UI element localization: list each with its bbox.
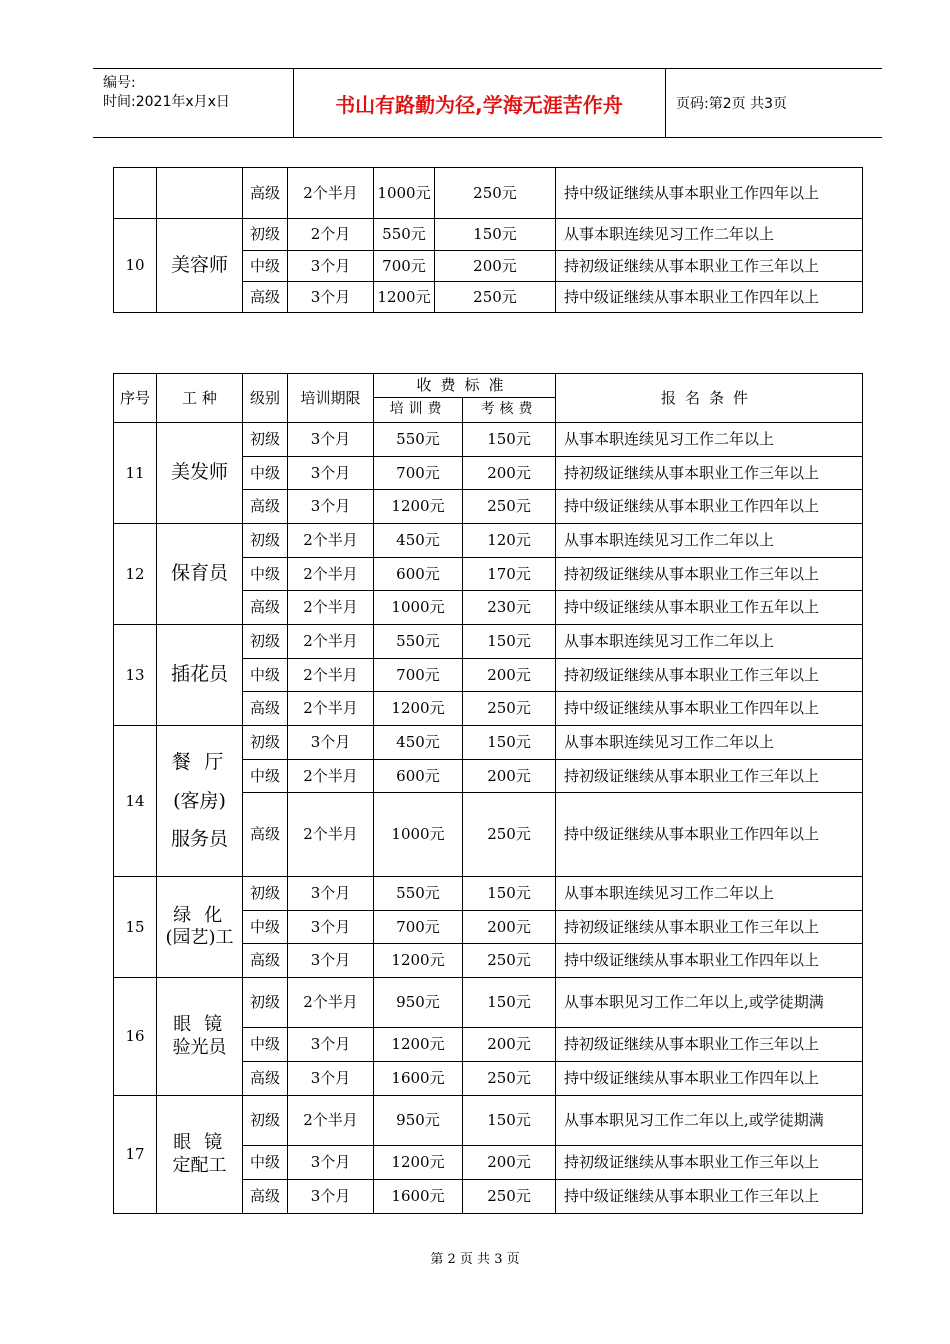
job-name: 美容师 (157, 219, 243, 313)
level-cell: 高级 (243, 591, 288, 625)
train-fee-cell: 550元 (374, 423, 463, 457)
period-cell: 2个半月 (288, 659, 374, 692)
condition-cell: 持初级证继续从事本职业工作三年以上 (556, 457, 863, 490)
train-fee-cell: 1200元 (374, 692, 463, 726)
level-cell: 高级 (243, 692, 288, 726)
period-cell: 3个月 (288, 1028, 374, 1062)
table-row (114, 877, 863, 911)
period-cell: 3个月 (288, 877, 374, 911)
level-cell: 中级 (243, 251, 288, 282)
train-fee-cell: 1200元 (374, 282, 435, 313)
train-fee-cell: 1000元 (374, 793, 463, 877)
table-row (114, 219, 863, 251)
job-name (157, 1096, 243, 1214)
job-name-line: 定配工 (172, 1154, 227, 1176)
train-fee-cell: 950元 (374, 978, 463, 1028)
header-exam-fee: 考核费 (463, 398, 556, 423)
condition-cell: 持初级证继续从事本职业工作三年以上 (556, 1146, 863, 1180)
train-fee-cell: 1000元 (374, 168, 435, 219)
period-cell: 2个半月 (288, 168, 374, 219)
period-cell: 2个半月 (288, 625, 374, 659)
table-row (114, 1096, 863, 1146)
table-header-row (114, 374, 863, 398)
exam-fee-cell: 200元 (463, 659, 556, 692)
condition-cell: 从事本职连续见习工作二年以上 (556, 877, 863, 911)
period-cell: 2个月 (288, 219, 374, 251)
condition-cell: 持中级证继续从事本职业工作四年以上 (556, 793, 863, 877)
train-fee-cell: 950元 (374, 1096, 463, 1146)
row-number: 17 (114, 1096, 157, 1214)
condition-cell: 持中级证继续从事本职业工作三年以上 (556, 1180, 863, 1214)
period-cell: 3个月 (288, 423, 374, 457)
period-cell: 2个半月 (288, 591, 374, 625)
exam-fee-cell: 170元 (463, 558, 556, 591)
train-fee-cell: 1200元 (374, 944, 463, 978)
exam-fee-cell: 200元 (463, 911, 556, 944)
train-fee-cell: 600元 (374, 760, 463, 793)
job-name-line: 验光员 (172, 1036, 227, 1058)
row-number: 16 (114, 978, 157, 1096)
level-cell: 中级 (243, 760, 288, 793)
header-period: 培训期限 (288, 374, 374, 423)
job-name-line: 绿 化 (173, 904, 226, 926)
exam-fee-cell: 250元 (463, 793, 556, 877)
header-train-fee: 培训费 (374, 398, 463, 423)
period-cell: 3个月 (288, 911, 374, 944)
exam-fee-cell: 200元 (463, 1028, 556, 1062)
train-fee-cell: 1000元 (374, 591, 463, 625)
job-name-line: 餐 厅 (171, 750, 228, 773)
row-number: 11 (114, 423, 157, 524)
time-label: 时间:2021年x月x日 (103, 94, 230, 110)
page-footer: 第 2 页 共 3 页 (430, 1252, 520, 1267)
condition-cell: 从事本职连续见习工作二年以上 (556, 423, 863, 457)
period-cell: 2个半月 (288, 558, 374, 591)
job-name (157, 168, 243, 219)
period-cell: 3个月 (288, 1062, 374, 1096)
train-fee-cell: 700元 (374, 659, 463, 692)
level-cell: 初级 (243, 219, 288, 251)
exam-fee-cell: 200元 (463, 457, 556, 490)
condition-cell: 持初级证继续从事本职业工作三年以上 (556, 1028, 863, 1062)
period-cell: 3个月 (288, 457, 374, 490)
row-number: 10 (114, 219, 157, 313)
condition-cell: 从事本职连续见习工作二年以上 (556, 524, 863, 558)
train-fee-cell: 450元 (374, 726, 463, 760)
condition-cell: 持中级证继续从事本职业工作五年以上 (556, 591, 863, 625)
level-cell: 中级 (243, 1146, 288, 1180)
level-cell: 初级 (243, 877, 288, 911)
row-number: 13 (114, 625, 157, 726)
job-name (157, 726, 243, 877)
job-name-line: 眼 镜 (173, 1014, 226, 1035)
table-row (114, 726, 863, 760)
job-name: 保育员 (157, 524, 243, 625)
code-label: 编号: (103, 75, 136, 91)
exam-fee-cell: 250元 (463, 692, 556, 726)
period-cell: 3个月 (288, 1180, 374, 1214)
condition-cell: 从事本职连续见习工作二年以上 (556, 726, 863, 760)
level-cell: 高级 (243, 168, 288, 219)
row-number: 14 (114, 726, 157, 877)
exam-fee-cell: 150元 (463, 877, 556, 911)
train-fee-cell: 1600元 (374, 1062, 463, 1096)
condition-cell: 持中级证继续从事本职业工作四年以上 (556, 1062, 863, 1096)
header-condition: 报名条件 (556, 374, 863, 423)
train-fee-cell: 600元 (374, 558, 463, 591)
job-name-line: (园艺)工 (165, 927, 234, 948)
level-cell: 初级 (243, 524, 288, 558)
condition-cell: 从事本职见习工作二年以上,或学徒期满 (556, 1096, 863, 1146)
level-cell: 初级 (243, 625, 288, 659)
train-fee-cell: 1600元 (374, 1180, 463, 1214)
exam-fee-cell: 250元 (463, 1062, 556, 1096)
exam-fee-cell: 250元 (435, 282, 556, 313)
header-meta (93, 69, 294, 137)
exam-fee-cell: 150元 (435, 219, 556, 251)
period-cell: 2个半月 (288, 760, 374, 793)
condition-cell: 持初级证继续从事本职业工作三年以上 (556, 911, 863, 944)
header-level: 级别 (243, 374, 288, 423)
exam-fee-cell: 150元 (463, 978, 556, 1028)
period-cell: 2个半月 (288, 692, 374, 726)
fee-table-continued (113, 167, 863, 313)
exam-fee-cell: 250元 (463, 944, 556, 978)
level-cell: 高级 (243, 1180, 288, 1214)
exam-fee-cell: 250元 (463, 1180, 556, 1214)
job-name: 美发师 (157, 423, 243, 524)
level-cell: 高级 (243, 944, 288, 978)
job-name: 插花员 (157, 625, 243, 726)
condition-cell: 从事本职连续见习工作二年以上 (556, 219, 863, 251)
train-fee-cell: 1200元 (374, 490, 463, 524)
period-cell: 2个半月 (288, 793, 374, 877)
level-cell: 高级 (243, 490, 288, 524)
exam-fee-cell: 250元 (435, 168, 556, 219)
row-number: 15 (114, 877, 157, 978)
job-name-line: 服务员 (170, 828, 228, 851)
condition-cell: 持初级证继续从事本职业工作三年以上 (556, 251, 863, 282)
table-row (114, 423, 863, 457)
period-cell: 3个月 (288, 726, 374, 760)
period-cell: 2个半月 (288, 978, 374, 1028)
level-cell: 初级 (243, 1096, 288, 1146)
train-fee-cell: 700元 (374, 251, 435, 282)
period-cell: 3个月 (288, 1146, 374, 1180)
level-cell: 中级 (243, 911, 288, 944)
train-fee-cell: 700元 (374, 911, 463, 944)
level-cell: 中级 (243, 457, 288, 490)
exam-fee-cell: 150元 (463, 726, 556, 760)
job-name-line: (客房) (173, 789, 226, 812)
train-fee-cell: 550元 (374, 877, 463, 911)
table-row (114, 524, 863, 558)
train-fee-cell: 1200元 (374, 1146, 463, 1180)
period-cell: 3个月 (288, 282, 374, 313)
condition-cell: 持中级证继续从事本职业工作四年以上 (556, 168, 863, 219)
job-name-line: 眼 镜 (173, 1132, 226, 1153)
condition-cell: 持中级证继续从事本职业工作四年以上 (556, 692, 863, 726)
level-cell: 高级 (243, 282, 288, 313)
period-cell: 2个半月 (288, 524, 374, 558)
train-fee-cell: 1200元 (374, 1028, 463, 1062)
exam-fee-cell: 200元 (463, 1146, 556, 1180)
table-row (114, 978, 863, 1028)
condition-cell: 持初级证继续从事本职业工作三年以上 (556, 659, 863, 692)
train-fee-cell: 450元 (374, 524, 463, 558)
table-row (114, 625, 863, 659)
level-cell: 高级 (243, 1062, 288, 1096)
level-cell: 中级 (243, 659, 288, 692)
job-name (157, 978, 243, 1096)
table-row (114, 168, 863, 219)
exam-fee-cell: 200元 (463, 760, 556, 793)
exam-fee-cell: 250元 (463, 490, 556, 524)
header-motto: 书山有路勤为径,学海无涯苦作舟 (293, 69, 666, 137)
header-job: 工 种 (157, 374, 243, 423)
train-fee-cell: 550元 (374, 219, 435, 251)
exam-fee-cell: 200元 (435, 251, 556, 282)
row-number: 12 (114, 524, 157, 625)
header-fee: 收费标准 (374, 374, 556, 398)
exam-fee-cell: 230元 (463, 591, 556, 625)
fee-table (113, 373, 863, 1214)
period-cell: 3个月 (288, 944, 374, 978)
exam-fee-cell: 150元 (463, 423, 556, 457)
level-cell: 中级 (243, 1028, 288, 1062)
condition-cell: 持初级证继续从事本职业工作三年以上 (556, 760, 863, 793)
exam-fee-cell: 150元 (463, 625, 556, 659)
condition-cell: 持中级证继续从事本职业工作四年以上 (556, 944, 863, 978)
level-cell: 初级 (243, 978, 288, 1028)
header-no: 序号 (114, 374, 157, 423)
level-cell: 中级 (243, 558, 288, 591)
header-page-label: 页码:第2页 共3页 (676, 96, 787, 112)
level-cell: 初级 (243, 726, 288, 760)
condition-cell: 从事本职见习工作二年以上,或学徒期满 (556, 978, 863, 1028)
exam-fee-cell: 150元 (463, 1096, 556, 1146)
condition-cell: 持中级证继续从事本职业工作四年以上 (556, 282, 863, 313)
job-name (157, 877, 243, 978)
period-cell: 2个半月 (288, 1096, 374, 1146)
exam-fee-cell: 120元 (463, 524, 556, 558)
row-number (114, 168, 157, 219)
train-fee-cell: 550元 (374, 625, 463, 659)
period-cell: 3个月 (288, 251, 374, 282)
train-fee-cell: 700元 (374, 457, 463, 490)
page-header (93, 68, 882, 138)
condition-cell: 持中级证继续从事本职业工作四年以上 (556, 490, 863, 524)
condition-cell: 从事本职连续见习工作二年以上 (556, 625, 863, 659)
condition-cell: 持初级证继续从事本职业工作三年以上 (556, 558, 863, 591)
level-cell: 高级 (243, 793, 288, 877)
period-cell: 3个月 (288, 490, 374, 524)
level-cell: 初级 (243, 423, 288, 457)
